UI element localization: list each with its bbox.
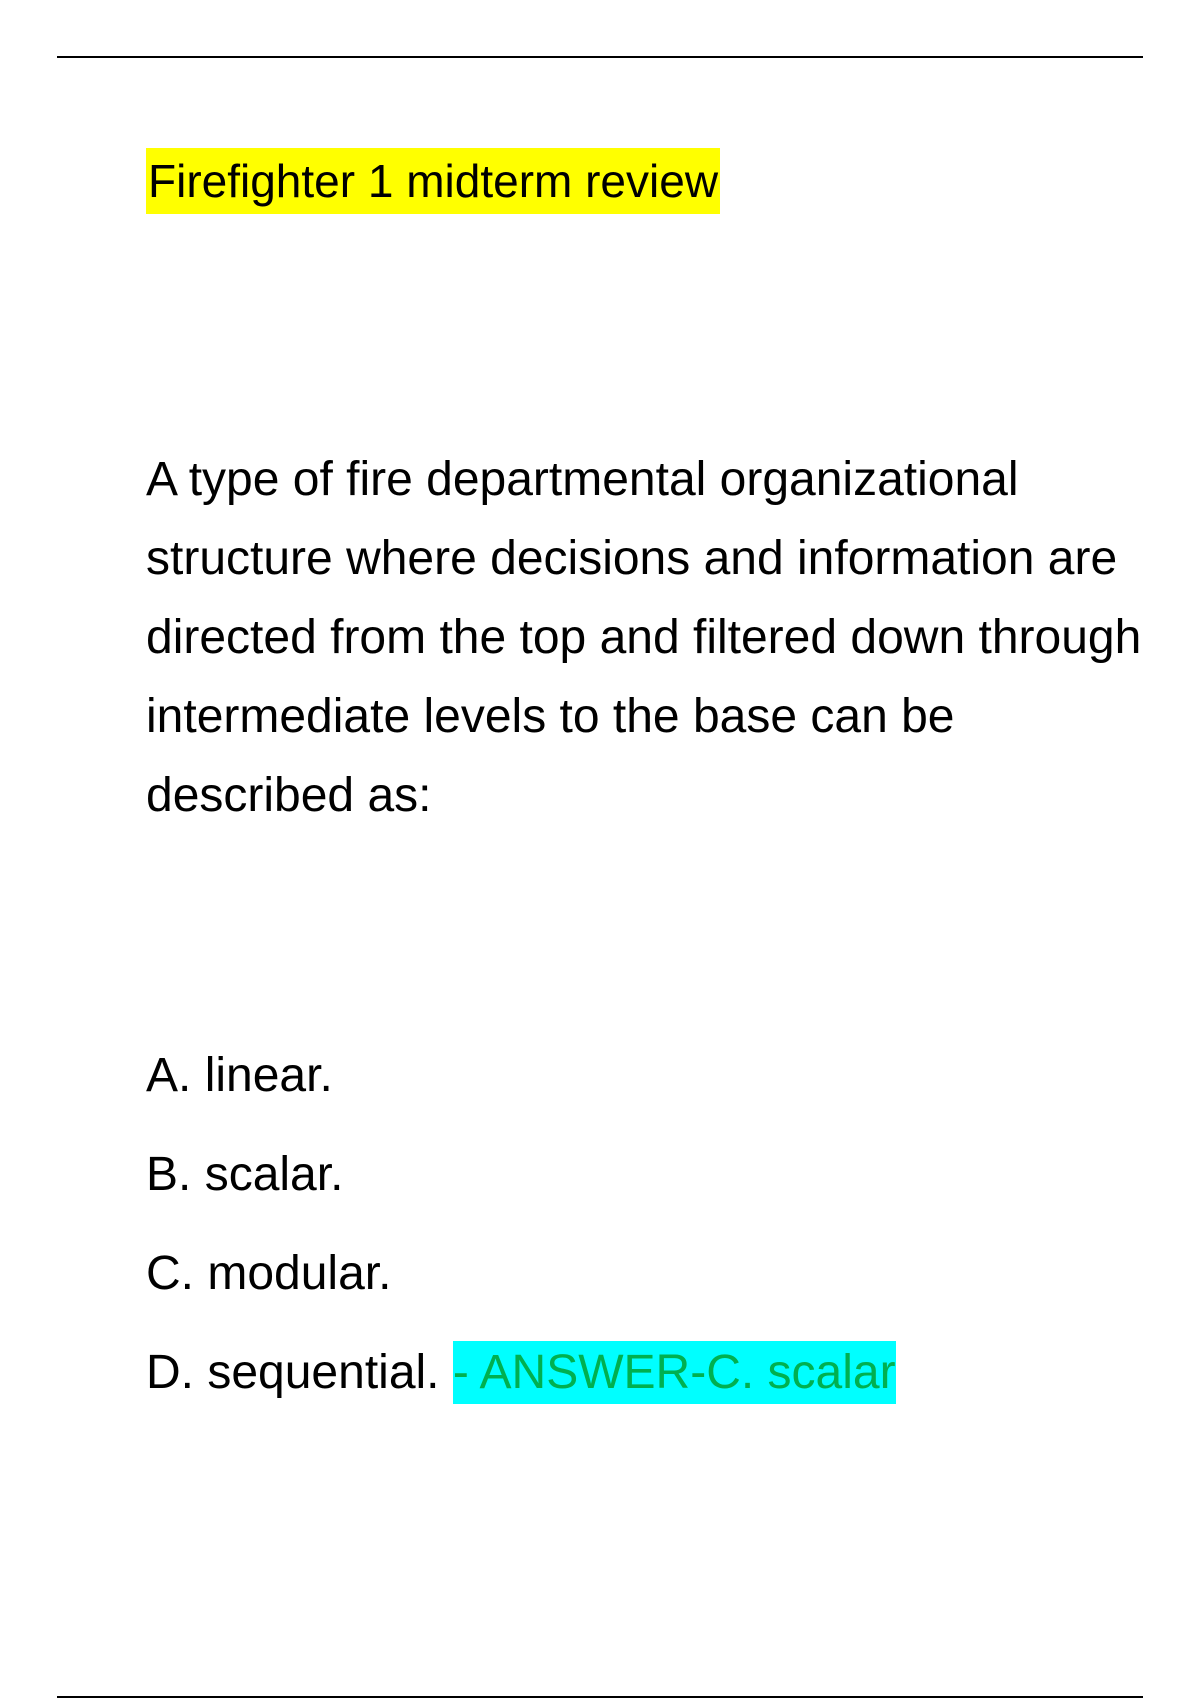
option-a [146, 1036, 896, 1135]
option-a-text: A. linear. [146, 1049, 333, 1102]
option-c [146, 1234, 896, 1333]
document-title: Firefighter 1 midterm review [146, 148, 720, 214]
footer-rule [57, 1696, 1143, 1698]
option-d-text: D. sequential. [146, 1346, 440, 1399]
question-text: A type of fire departmental organizational structure where decisions and information are directed from the top and filtered down through intermediate levels to the base can be described as: [146, 453, 1142, 822]
option-d [146, 1333, 896, 1432]
option-b-text: B. scalar. [146, 1148, 344, 1201]
answer-options [146, 1036, 896, 1432]
option-c-text: C. modular. [146, 1247, 392, 1300]
option-b [146, 1135, 896, 1234]
answer-key: - ANSWER-C. scalar [453, 1341, 896, 1404]
header-rule [57, 56, 1143, 58]
